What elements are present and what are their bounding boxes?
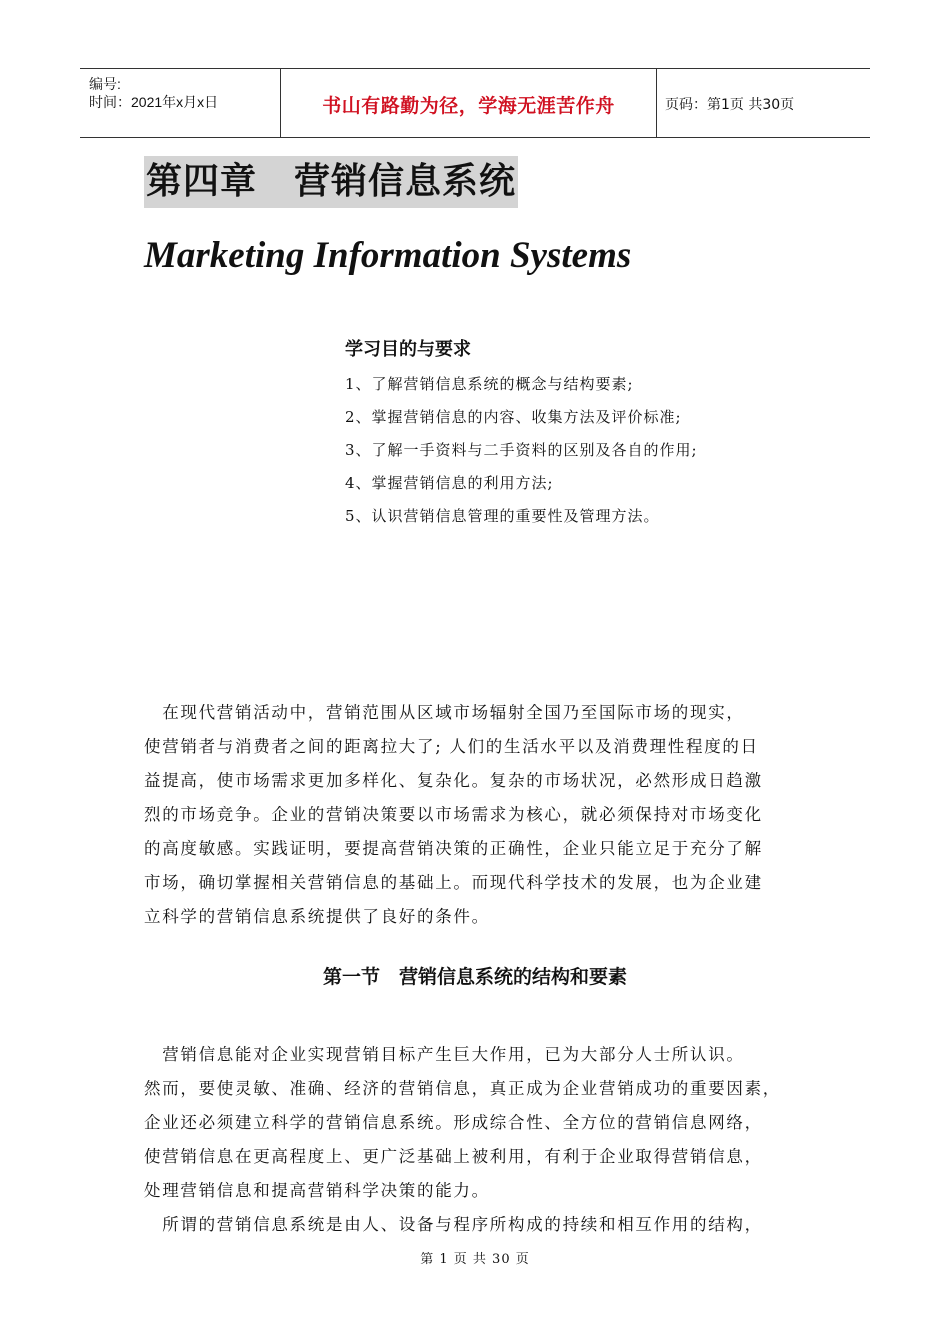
objective-item: 1、了解营销信息系统的概念与结构要素;	[345, 375, 634, 393]
objective-item: 2、掌握营销信息的内容、收集方法及评价标准;	[345, 408, 682, 426]
header-motto: 书山有路勤为径，学海无涯苦作舟	[322, 95, 615, 117]
paragraph-line: 所谓的营销信息系统是由人、设备与程序所构成的持续和相互作用的结构，	[144, 1215, 763, 1234]
paragraph-line: 使营销信息在更高程度上、更广泛基础上被利用，有利于企业取得营销信息，	[144, 1147, 763, 1166]
paragraph-line: 益提高，使市场需求更加多样化、复杂化。复杂的市场状况，必然形成日趋激	[144, 771, 763, 790]
page-footer: 第 1 页 共 30 页	[420, 1252, 530, 1267]
objective-item: 3、了解一手资料与二手资料的区别及各自的作用;	[345, 441, 698, 459]
objectives-heading: 学习目的与要求	[345, 339, 471, 360]
paragraph-line: 市场，确切掌握相关营销信息的基础上。而现代科学技术的发展，也为企业建	[144, 873, 763, 892]
document-number-label: 编号:	[89, 76, 121, 92]
document-date: 时间：2021年x月x日	[89, 94, 219, 110]
header-motto-cell	[280, 69, 657, 137]
document-header	[80, 68, 870, 138]
paragraph-line: 然而，要使灵敏、准确、经济的营销信息，真正成为企业营销成功的重要因素，	[144, 1079, 781, 1098]
objective-item: 5、认识营销信息管理的重要性及管理方法。	[345, 507, 660, 525]
paragraph-line: 营销信息能对企业实现营销目标产生巨大作用，已为大部分人士所认识。	[144, 1045, 745, 1064]
paragraph-line: 企业还必须建立科学的营销信息系统。形成综合性、全方位的营销信息网络，	[144, 1113, 763, 1132]
header-page-cell	[656, 69, 870, 137]
intro-paragraph	[144, 698, 763, 936]
chapter-subtitle: Marketing Information Systems	[144, 235, 632, 276]
paragraph-line: 在现代营销活动中，营销范围从区域市场辐射全国乃至国际市场的现实，	[144, 703, 745, 722]
section-heading: 第一节 营销信息系统的结构和要素	[322, 966, 627, 988]
header-page-info: 页码：第1页 共30页	[665, 97, 795, 113]
paragraph-line: 处理营销信息和提高营销科学决策的能力。	[144, 1181, 490, 1200]
objective-item: 4、掌握营销信息的利用方法;	[345, 474, 554, 492]
header-meta-cell	[80, 69, 280, 137]
paragraph-line: 使营销者与消费者之间的距离拉大了; 人们的生活水平以及消费理性程度的日	[144, 737, 759, 756]
paragraph-line: 烈的市场竞争。企业的营销决策要以市场需求为核心，就必须保持对市场变化	[144, 805, 763, 824]
chapter-title: 第四章 营销信息系统	[144, 156, 518, 208]
paragraph-line: 立科学的营销信息系统提供了良好的条件。	[144, 907, 490, 926]
objectives-list	[345, 370, 698, 535]
section-paragraph	[144, 1040, 781, 1244]
paragraph-line: 的高度敏感。实践证明，要提高营销决策的正确性，企业只能立足于充分了解	[144, 839, 763, 858]
